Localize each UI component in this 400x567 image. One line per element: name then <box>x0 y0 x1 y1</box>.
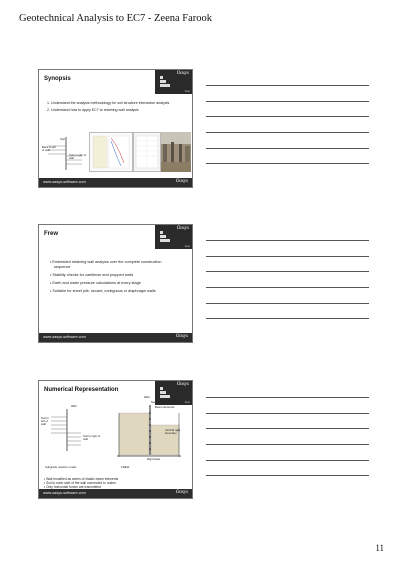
note-line <box>206 132 369 133</box>
footer-logo: Oasys <box>175 490 188 495</box>
construction-photo-image <box>161 132 191 172</box>
slide-footer <box>39 489 192 498</box>
slide-title: Numerical Representation <box>44 387 119 393</box>
list-item: • Wall modelled as series of elastic beam elements <box>44 477 119 481</box>
logo-bars-icon <box>160 76 170 88</box>
frew-bullet-list <box>50 260 175 296</box>
list-item: • Only horizontal forces are transmitted <box>44 485 101 490</box>
oasys-logo-block <box>155 225 192 249</box>
notes-lines <box>206 85 369 179</box>
note-line <box>206 116 369 117</box>
slide-numerical-representation <box>38 380 193 499</box>
slide-frew <box>38 224 193 343</box>
note-line <box>206 318 369 319</box>
slide-footer <box>39 333 192 342</box>
list-item: 1. Understand the analysis methodology for soil structure interaction analysis <box>47 101 170 105</box>
logo-sub: Arup <box>184 245 190 248</box>
label-rigid-base: Rigid base <box>147 457 161 461</box>
footer-url: www.oasys-software.com <box>43 180 86 184</box>
logo-text: Oasys <box>176 226 189 231</box>
note-line <box>206 413 369 414</box>
chart-screenshot-image <box>89 132 133 172</box>
label-nodes: Nodes <box>151 400 160 404</box>
notes-lines <box>206 240 369 334</box>
note-line <box>206 287 369 288</box>
numerical-diagram <box>39 395 193 475</box>
logo-sub: Arup <box>184 90 190 93</box>
list-item: • Stability checks for cantilever and propped walls <box>50 273 134 277</box>
synopsis-list <box>47 101 173 115</box>
note-line <box>206 148 369 149</box>
wall-sketch-image <box>42 132 88 172</box>
slide-synopsis <box>38 69 193 188</box>
list-item: 2. Understand how to apply EC7 to retaining wall analysis <box>47 108 139 112</box>
note-line <box>206 397 369 398</box>
page-number: 11 <box>375 543 384 553</box>
list-item: • Suitable for sheet pile, secant, contiguous or diaphragm walls <box>50 288 156 293</box>
diagram-label: Soil <box>60 137 65 141</box>
spreadsheet-image <box>133 132 161 172</box>
note-line <box>206 101 369 102</box>
label-frew: FREW <box>121 465 130 469</box>
logo-text: Oasys <box>176 71 189 76</box>
logo-bars-icon <box>160 231 170 243</box>
note-line <box>206 271 369 272</box>
note-line <box>206 240 369 241</box>
list-item: • Soil to each side of the wall connected to nodes <box>44 481 116 486</box>
note-line <box>206 303 369 304</box>
footer-url: www.oasys-software.com <box>43 491 86 495</box>
oasys-logo-block <box>155 70 192 94</box>
footer-logo: Oasys <box>175 334 188 339</box>
diagram-label: Soil to right of wall <box>69 153 87 160</box>
label-vertical-rigid-boundary: Vertical rigid boundary <box>165 428 181 435</box>
footer-logo: Oasys <box>175 179 188 184</box>
note-line <box>206 163 369 164</box>
list-item: • Earth and water pressure calculations at every stage <box>50 280 141 285</box>
slide-footer <box>39 178 192 187</box>
logo-text: Oasys <box>176 382 189 387</box>
notes-lines <box>206 397 369 491</box>
label-subgrade-model: Subgrade reaction model <box>45 465 77 469</box>
label-soil-left: Soil to left of wall <box>41 416 49 426</box>
note-line <box>206 475 369 476</box>
note-line <box>206 428 369 429</box>
label-beam-elements: Beam elements <box>155 405 175 409</box>
slide-title: Frew <box>44 231 59 237</box>
note-line <box>206 256 369 257</box>
slide-title: Synopsis <box>44 76 71 82</box>
diagram-label: Back to left of wall <box>42 145 56 152</box>
logo-sub: Arup <box>184 401 190 404</box>
note-line <box>206 460 369 461</box>
label-wall-left: Wall <box>71 404 77 408</box>
footer-url: www.oasys-software.com <box>43 335 86 339</box>
note-line <box>206 85 369 86</box>
list-item: • Embedded retaining wall analysis over the complete construction sequence <box>50 260 162 270</box>
label-soil-right: Soil to right of wall <box>83 434 101 441</box>
label-wall-top: Wall <box>144 395 150 399</box>
numerical-bullet-list <box>44 477 184 490</box>
note-line <box>206 444 369 445</box>
document-title: Geotechnical Analysis to EC7 - Zeena Farook <box>19 13 213 24</box>
